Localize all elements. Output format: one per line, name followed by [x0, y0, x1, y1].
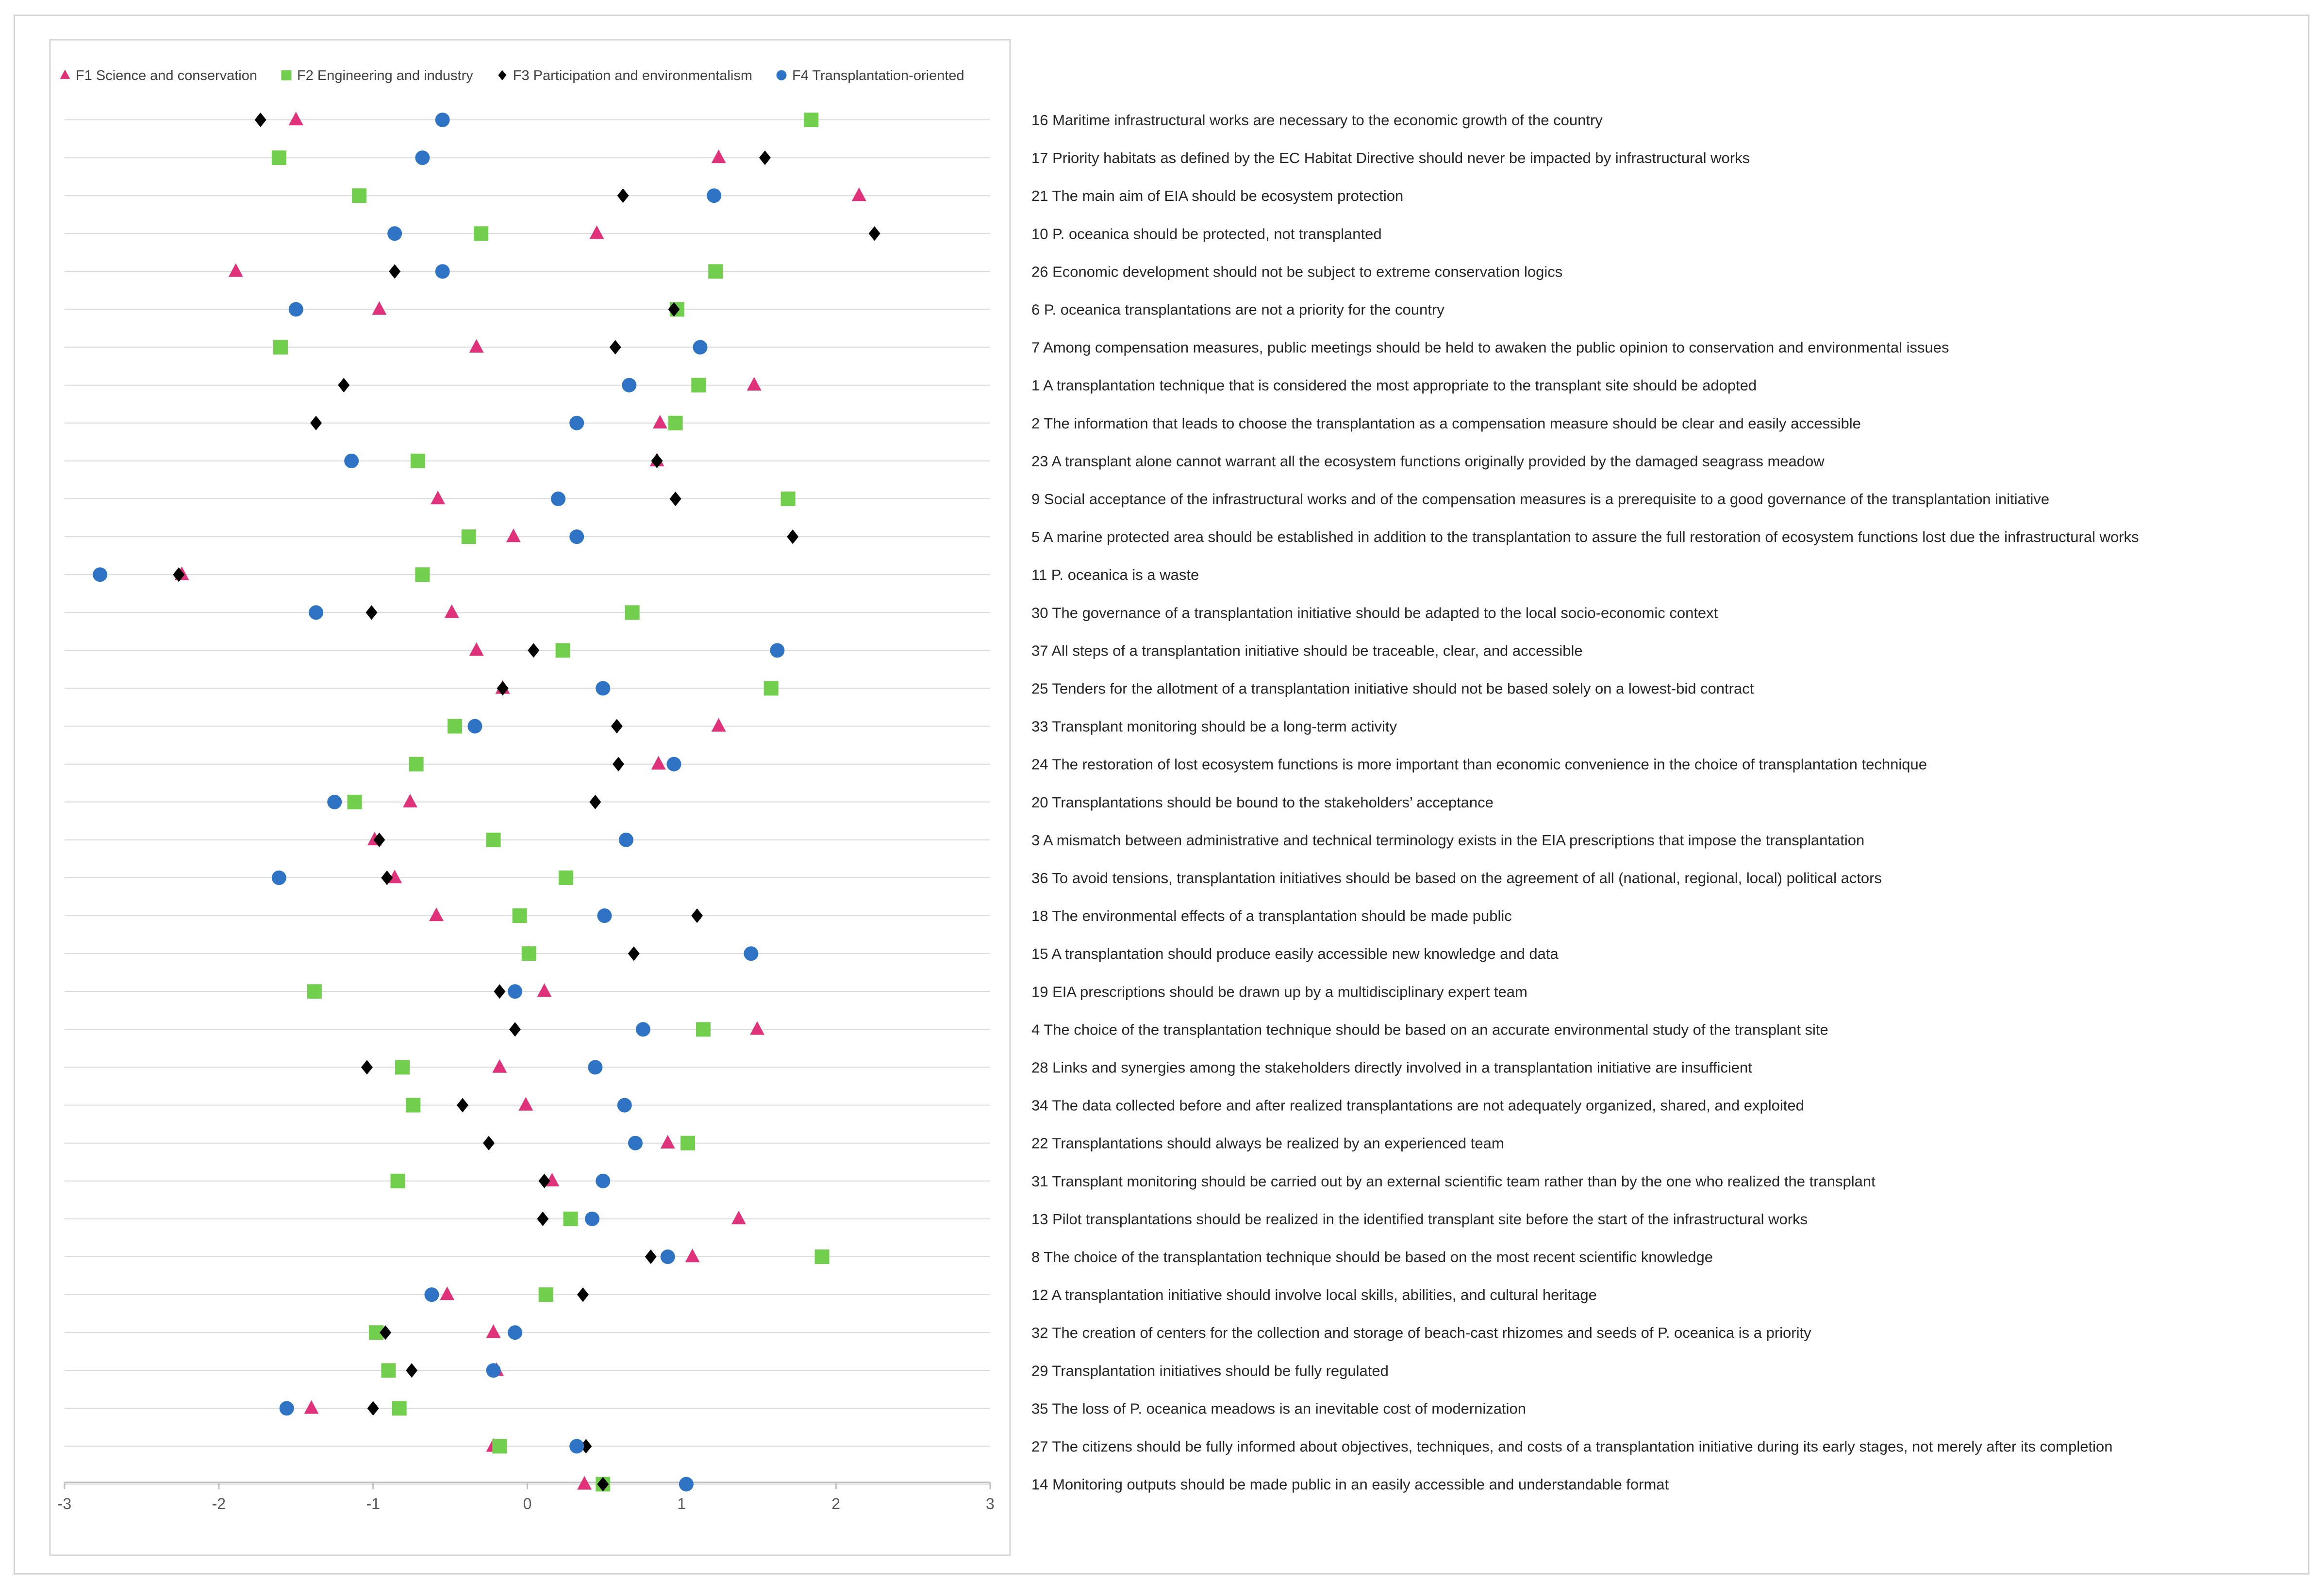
- gridlines: [65, 120, 990, 1484]
- statement-label: 32 The creation of centers for the collection and storage of beach-cast rhizomes and seeds of P. oceanica is a priority: [1031, 1324, 1811, 1342]
- point-f2: [513, 908, 527, 923]
- point-f3: [610, 340, 621, 355]
- statement-label: 14 Monitoring outputs should be made public in an easily accessible and understandable format: [1031, 1476, 1669, 1493]
- point-f3: [509, 1022, 521, 1036]
- point-f4: [309, 605, 323, 620]
- statement-label: 30 The governance of a transplantation initiative should be adapted to the local socio-economic context: [1031, 604, 1718, 622]
- point-f4: [619, 833, 633, 847]
- statement-label: 25 Tenders for the allotment of a transplantation initiative should not be based solely on a lowest-bid contract: [1031, 680, 1754, 697]
- point-f2: [392, 1401, 407, 1415]
- point-f4: [415, 150, 430, 165]
- point-f1: [469, 642, 484, 656]
- point-f2: [273, 340, 288, 355]
- point-f3: [691, 908, 703, 923]
- point-f3: [310, 416, 322, 430]
- point-f3: [628, 946, 640, 961]
- x-axis: [58, 1482, 995, 1512]
- point-f2: [409, 757, 424, 772]
- legend-label: F2 Engineering and industry: [297, 68, 473, 83]
- point-f2: [781, 492, 796, 506]
- point-f4: [707, 188, 721, 203]
- point-f3: [869, 226, 880, 241]
- point-f4: [585, 1212, 599, 1226]
- point-f2: [352, 188, 366, 203]
- statement-label: 5 A marine protected area should be established in addition to the transplantation to assure the full restoration of ecosystem functions lost due the infrastructural works: [1031, 528, 2139, 546]
- point-f3: [528, 643, 539, 657]
- legend-marker-triangle-icon: [60, 69, 70, 79]
- point-f3: [611, 719, 623, 734]
- statement-label: 1 A transplantation technique that is considered the most appropriate to the transplant site should be adopted: [1031, 377, 1757, 394]
- point-f4: [435, 264, 450, 279]
- statement-label: 13 Pilot transplantations should be realized in the identified transplant site before the start of the infrastructural works: [1031, 1210, 1808, 1228]
- point-f4: [588, 1060, 602, 1075]
- point-f2: [348, 795, 362, 809]
- statement-label: 35 The loss of P. oceanica meadows is an inevitable cost of modernization: [1031, 1400, 1527, 1417]
- point-f3: [406, 1363, 417, 1378]
- point-f3: [367, 1401, 379, 1415]
- statement-label: 37 All steps of a transplantation initiative should be traceable, clear, and accessible: [1031, 642, 1583, 659]
- statement-label: 20 Transplantations should be bound to the stakeholders’ acceptance: [1031, 793, 1494, 811]
- point-f4: [467, 719, 482, 734]
- point-f1: [537, 984, 551, 997]
- point-f3: [759, 150, 771, 165]
- point-f3: [645, 1249, 657, 1264]
- legend-entry-f3: [498, 68, 752, 83]
- point-f2: [625, 605, 640, 620]
- point-f4: [280, 1401, 294, 1415]
- statement-label: 29 Transplantation initiatives should be fully regulated: [1031, 1362, 1389, 1380]
- point-f1: [651, 756, 666, 770]
- point-f4: [93, 567, 107, 582]
- point-f3: [483, 1136, 495, 1150]
- statement-label: 36 To avoid tensions, transplantation initiatives should be based on the agreement of all (national, regional, local) political actors: [1031, 870, 1882, 887]
- point-f1: [304, 1400, 319, 1414]
- point-f2: [691, 378, 706, 393]
- statement-label: 19 EIA prescriptions should be drawn up by a multidisciplinary expert team: [1031, 983, 1527, 1001]
- statement-label: 4 The choice of the transplantation technique should be based on an accurate environmental study of the transplant site: [1031, 1021, 1828, 1038]
- point-f3: [494, 984, 505, 999]
- statement-label: 16 Maritime infrastructural works are necessary to the economic growth of the country: [1031, 112, 1603, 129]
- point-f4: [508, 1325, 522, 1340]
- statement-label: 18 The environmental effects of a transplantation should be made public: [1031, 907, 1512, 925]
- point-f3: [577, 1287, 589, 1302]
- point-f4: [508, 984, 522, 999]
- statement-label: 8 The choice of the transplantation technique should be based on the most recent scientific knowledge: [1031, 1249, 1713, 1265]
- point-f3: [457, 1098, 468, 1113]
- point-f2: [381, 1363, 396, 1378]
- point-f4: [272, 871, 286, 885]
- point-f1: [289, 112, 303, 125]
- point-f1: [712, 718, 726, 732]
- point-f1: [685, 1249, 700, 1262]
- point-f1: [469, 339, 484, 353]
- point-f2: [804, 113, 818, 127]
- point-f4: [693, 340, 707, 355]
- statement-label: 17 Priority habitats as defined by the EC Habitat Directive should never be impacted by infrastructural works: [1031, 149, 1750, 167]
- point-f4: [622, 378, 636, 393]
- legend: [60, 68, 964, 83]
- point-f4: [597, 908, 612, 923]
- point-f3: [589, 795, 601, 809]
- point-f2: [696, 1022, 711, 1036]
- point-f4: [596, 1174, 610, 1188]
- point-f2: [563, 1212, 578, 1226]
- point-f2: [474, 226, 488, 241]
- statement-label: 22 Transplantations should always be realized by an experienced team: [1031, 1134, 1504, 1152]
- point-f1: [506, 528, 521, 542]
- point-f2: [448, 719, 462, 734]
- point-f4: [770, 643, 784, 657]
- statement-label: 2 The information that leads to choose the transplantation as a compensation measure should be clear and easily accessible: [1031, 414, 1861, 432]
- point-f2: [556, 643, 570, 657]
- point-f4: [551, 492, 565, 506]
- point-f1: [492, 1059, 507, 1073]
- point-f3: [787, 529, 798, 544]
- x-tick-label: 3: [986, 1495, 995, 1512]
- point-f4: [666, 757, 681, 772]
- point-f3: [613, 757, 624, 772]
- point-f2: [391, 1174, 405, 1188]
- point-f2: [415, 567, 430, 582]
- point-f4: [327, 795, 342, 809]
- point-f4: [744, 946, 758, 961]
- point-f1: [429, 907, 444, 921]
- statement-label: 9 Social acceptance of the infrastructural works and of the compensation measures is a prerequisite to a good governance of the transplantation initiative: [1031, 491, 2050, 508]
- statement-label: 31 Transplant monitoring should be carried out by an external scientific team rather than by the one who realized the transplant: [1031, 1172, 1876, 1190]
- statement-label: 15 A transplantation should produce easily accessible new knowledge and data: [1031, 945, 1559, 963]
- point-f4: [289, 302, 303, 317]
- legend-marker-diamond-icon: [498, 70, 506, 81]
- point-f1: [229, 263, 243, 277]
- point-f2: [411, 454, 425, 468]
- point-f3: [389, 264, 400, 279]
- x-tick-label: -2: [212, 1495, 226, 1512]
- statement-label: 7 Among compensation measures, public meetings should be held to awaken the public opinion to conservation and environmental issues: [1031, 339, 1949, 356]
- point-f1: [440, 1286, 454, 1300]
- statement-label: 10 P. oceanica should be protected, not transplanted: [1031, 225, 1382, 243]
- legend-entry-f2: [282, 68, 474, 83]
- point-f3: [338, 378, 349, 393]
- point-f1: [712, 149, 726, 163]
- statement-label: 24 The restoration of lost ecosystem functions is more important than economic convenience in the choice of transplantation technique: [1031, 756, 1927, 773]
- point-f2: [708, 264, 723, 279]
- point-f1: [653, 415, 667, 428]
- point-f2: [559, 871, 573, 885]
- point-f4: [486, 1363, 501, 1378]
- point-f2: [815, 1249, 830, 1264]
- legend-label: F1 Science and conservation: [76, 68, 257, 83]
- point-f1: [431, 491, 445, 504]
- point-f2: [406, 1098, 420, 1113]
- point-f2: [668, 416, 683, 430]
- legend-entry-f4: [776, 68, 964, 83]
- point-f1: [403, 794, 417, 807]
- point-f4: [569, 529, 584, 544]
- statement-label: 33 Transplant monitoring should be a long-term activity: [1031, 718, 1397, 735]
- x-tick-label: 2: [831, 1495, 841, 1512]
- statement-labels: [1031, 112, 2139, 1493]
- point-f3: [617, 188, 629, 203]
- point-f1: [445, 605, 459, 618]
- x-tick-label: -1: [366, 1495, 380, 1512]
- point-f2: [307, 984, 322, 999]
- point-f4: [628, 1136, 643, 1150]
- point-f4: [435, 113, 450, 127]
- point-f1: [486, 1324, 501, 1338]
- point-f4: [387, 226, 402, 241]
- statement-label: 6 P. oceanica transplantations are not a priority for the country: [1031, 301, 1444, 318]
- point-f1: [590, 226, 604, 239]
- statement-label: 3 A mismatch between administrative and technical terminology exists in the EIA prescriptions that impose the transplantation: [1031, 831, 1865, 849]
- point-f4: [679, 1477, 694, 1492]
- point-f1: [661, 1135, 675, 1149]
- point-f2: [492, 1439, 507, 1454]
- point-f1: [372, 301, 386, 315]
- statement-label: 28 Links and synergies among the stakeholders directly involved in a transplantation initiative are insufficient: [1031, 1059, 1752, 1076]
- point-f4: [344, 454, 359, 468]
- point-f2: [539, 1287, 553, 1302]
- statement-label: 12 A transplantation initiative should involve local skills, abilities, and cultural heritage: [1031, 1286, 1597, 1304]
- point-f2: [681, 1136, 695, 1150]
- statement-label: 11 P. oceanica is a waste: [1031, 566, 1199, 584]
- point-f1: [518, 1097, 533, 1111]
- statement-label: 34 The data collected before and after realized transplantations are not adequately organized, shared, and exploited: [1031, 1097, 1804, 1114]
- point-f4: [661, 1249, 675, 1264]
- statement-label: 26 Economic development should not be subject to extreme conservation logics: [1031, 263, 1563, 280]
- point-f3: [255, 113, 266, 127]
- x-tick-label: -3: [57, 1495, 72, 1512]
- point-f1: [852, 187, 866, 201]
- point-f2: [764, 681, 779, 696]
- point-f2: [522, 946, 536, 961]
- point-f3: [365, 605, 377, 620]
- statement-label: 27 The citizens should be fully informed about objectives, techniques, and costs of a transplantation initiative during its early stages, not merely after its completion: [1031, 1438, 2113, 1455]
- point-f2: [462, 529, 476, 544]
- legend-label: F4 Transplantation-oriented: [792, 68, 964, 83]
- point-f4: [636, 1022, 650, 1036]
- point-f2: [272, 150, 286, 165]
- statement-label: 23 A transplant alone cannot warrant all the ecosystem functions originally provided by the damaged seagrass meadow: [1031, 452, 1825, 470]
- point-f4: [569, 416, 584, 430]
- point-f4: [617, 1098, 632, 1113]
- point-f3: [361, 1060, 373, 1075]
- legend-label: F3 Participation and environmentalism: [513, 68, 752, 83]
- legend-entry-f1: [60, 68, 258, 83]
- point-f1: [750, 1021, 764, 1035]
- plot-frame: [50, 40, 1010, 1555]
- point-f2: [486, 833, 501, 847]
- point-f4: [596, 681, 610, 696]
- statement-label: 21 The main aim of EIA should be ecosystem protection: [1031, 187, 1404, 205]
- point-f3: [670, 492, 681, 506]
- point-f2: [395, 1060, 410, 1075]
- legend-marker-square-icon: [282, 70, 292, 81]
- x-tick-label: 0: [523, 1495, 532, 1512]
- legend-marker-circle-icon: [776, 70, 786, 81]
- point-f4: [569, 1439, 584, 1454]
- point-f4: [424, 1287, 439, 1302]
- point-f3: [537, 1212, 548, 1226]
- point-f1: [731, 1211, 746, 1224]
- point-f1: [747, 377, 762, 391]
- x-tick-label: 1: [677, 1495, 686, 1512]
